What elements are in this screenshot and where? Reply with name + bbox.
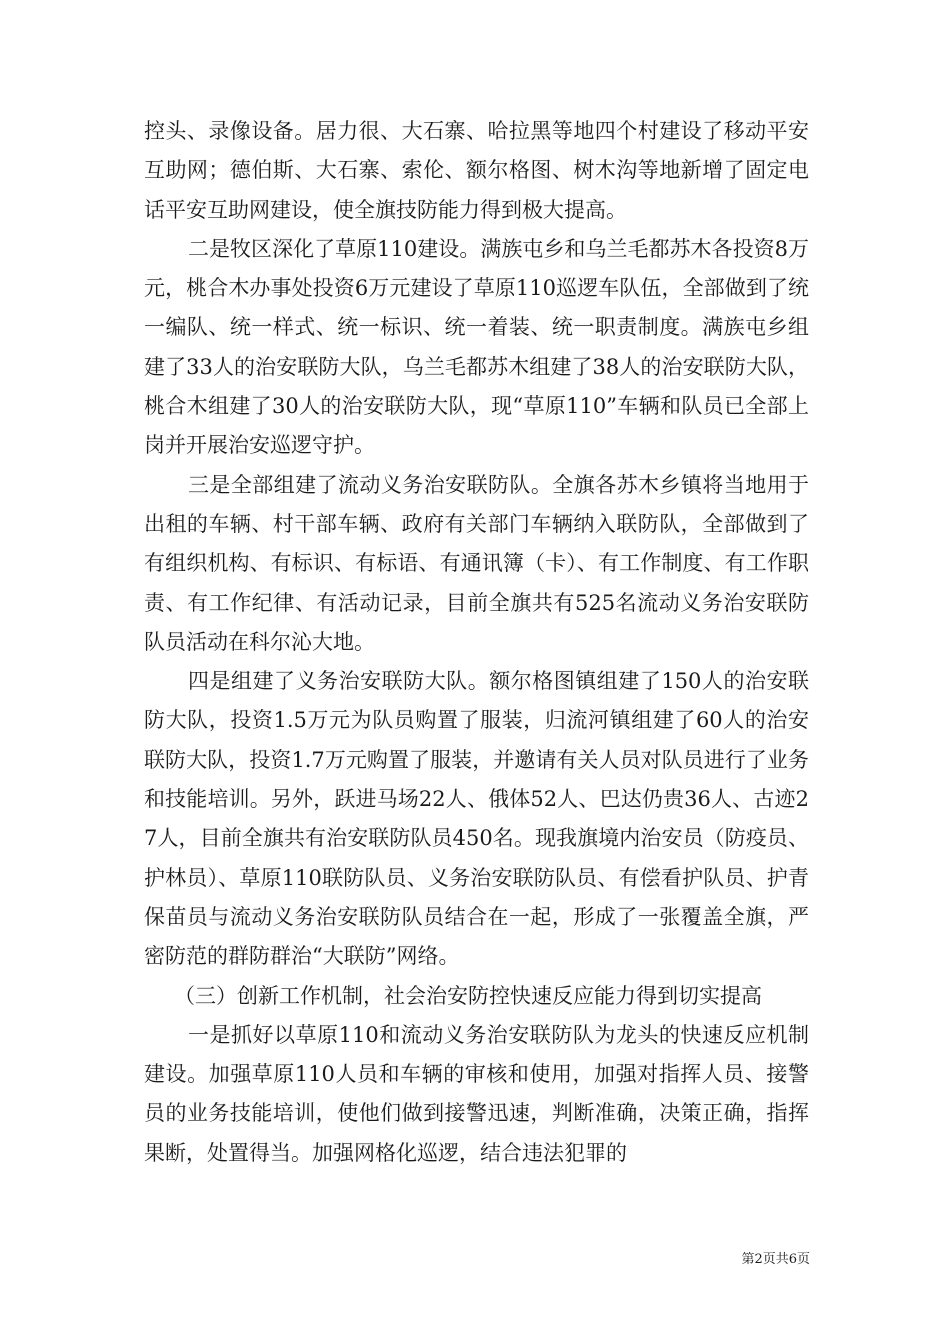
document-body — [144, 112, 809, 1173]
section-heading-work-mechanism: （三）创新工作机制，社会治安防控快速反应能力得到切实提高 — [174, 983, 762, 1008]
paragraph-tech-defense: 控头、录像设备。居力很、大石寨、哈拉黑等地四个村建设了移动平安互助网；德伯斯、大石寨、索伦、额尔格图、树木沟等地新增了固定电话平安互助网建设，使全旗技防能力得到极大提高。 — [144, 119, 809, 222]
paragraph-rapid-response: 一是抓好以草原110和流动义务治安联防队为龙头的快速反应机制建设。加强草原110人员和车辆的审核和使用，加强对指挥人员、接警员的业务技能培训，使他们做到接警迅速，判断准确，决策正确，指挥果断，处置得当。加强网格化巡逻，结合违法犯罪的 — [144, 1022, 809, 1165]
paragraph-mobile-patrol-team: 三是全部组建了流动义务治安联防队。全旗各苏木乡镇将当地用于出租的车辆、村干部车辆、政府有关部门车辆纳入联防队，全部做到了有组织机构、有标识、有标语、有通讯簿（卡）、有工作制度、有工作职责、有工作纪律、有活动记录，目前全旗共有525名流动义务治安联防队员活动在科尔沁大地。 — [144, 472, 809, 654]
paragraph-grassland-110: 二是牧区深化了草原110建设。满族屯乡和乌兰毛都苏木各投资8万元，桃合木办事处投资6万元建设了草原110巡逻车队伍，全部做到了统一编队、统一样式、统一标识、统一着装、统一职责制度。满族屯乡组建了33人的治安联防大队，乌兰毛都苏木组建了38人的治安联防大队，桃合木组建了30人的治安联防大队，现“草原110”车辆和队员已全部上岗并开展治安巡逻守护。 — [144, 236, 809, 458]
paragraph-voluntary-defense-team: 四是组建了义务治安联防大队。额尔格图镇组建了150人的治安联防大队，投资1.5万元为队员购置了服装，归流河镇组建了60人的治安联防大队，投资1.7万元购置了服装，并邀请有关人员对队员进行了业务和技能培训。另外，跃进马场22人、俄体52人、巴达仍贵36人、古迹27人，目前全旗共有治安联防队员450名。现我旗境内治安员（防疫员、护林员）、草原110联防队员、义务治安联防队员、有偿看护队员、护青保苗员与流动义务治安联防队员结合在一起，形成了一张覆盖全旗，严密防范的群防群治“大联防”网络。 — [144, 669, 809, 969]
page-number-footer: 第2页共6页 — [741, 1252, 810, 1267]
